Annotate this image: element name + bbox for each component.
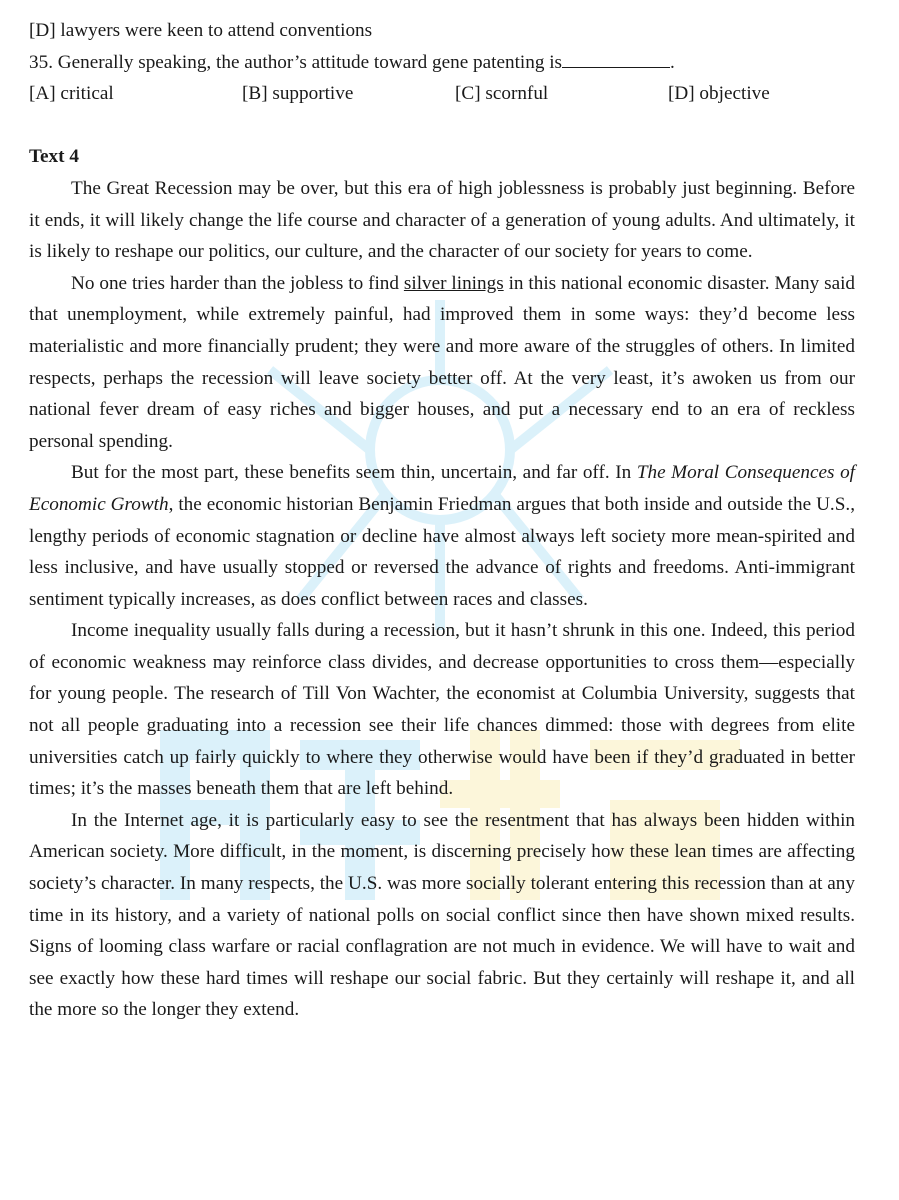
spacer [29, 110, 855, 142]
question-35-text: 35. Generally speaking, the author’s attitude toward gene patenting is [29, 51, 563, 73]
paragraph-1: The Great Recession may be over, but this era of high joblessness is probably just beginning. Before it ends, it will likely change the life course and character of a generation of young adults. And ultimately, it is likely to reshape our politics, our culture, and the character of our society for years to come. [29, 177, 855, 263]
question-35-options [29, 78, 855, 110]
paragraph-2-start: No one tries harder than the jobless to find [71, 272, 404, 294]
option-b: [B] supportive [242, 83, 354, 105]
book-title: The Moral Consequences of Economic Growth [29, 462, 855, 515]
paragraph-3 [29, 457, 855, 615]
paragraph-5: In the Internet age, it is particularly easy to see the resentment that has always been hidden within American society. More difficult, in the moment, is discerning precisely how these lean times are affecting society’s character. In many respects, the U.S. was more socially tolerant entering this recession than at any time in its history, and a variety of national polls on social conflict since then have shown mixed results. Signs of looming class warfare or racial conflagration are not much in evidence. We will have to wait and see exactly how these hard times will reshape our social fabric. But they certainly will reshape it, and all the more so the longer they extend. [29, 809, 855, 1021]
exam-page [29, 15, 855, 1026]
question-34-option-d: [D] lawyers were keen to attend conventions [29, 20, 373, 41]
option-c: [C] scornful [455, 83, 549, 105]
section-heading: Text 4 [29, 146, 79, 168]
question-35-stem [29, 47, 855, 79]
option-d: [D] objective [668, 83, 770, 105]
paragraph-3-rest: , the economic historian Benjamin Friedman argues that both inside and outside the U.S., lengthy periods of economic stagnation or decline have almost always left society more mean-spirited and less inclusive, and have usually stopped or reversed the advance of rights and freedoms. Anti-immigrant sentiment typically increases, as does conflict between races and classes. [29, 493, 855, 610]
underlined-phrase: silver linings [403, 272, 504, 294]
paragraph-2-rest: in this national economic disaster. Many said that unemployment, while extremely painful, had improved them in some ways: they’d become less materialistic and more financially prudent; they were and more aware of the struggles of others. In limited respects, perhaps the recession will leave society better off. At the very least, it’s awoken us from our national fever dream of easy riches and bigger houses, and put a necessary end to an era of reckless personal spending. [29, 272, 856, 452]
option-a: [A] critical [29, 83, 114, 105]
question-35-end-mark: . [670, 51, 675, 73]
paragraph-3-start: But for the most part, these benefits seem thin, uncertain, and far off. In [71, 462, 637, 484]
paragraph-4: Income inequality usually falls during a recession, but it hasn’t shrunk in this one. Indeed, this period of economic weakness may reinforce class divides, and decrease opportunities to cross them—especially for young people. The research of Till Von Wachter, the economist at Columbia University, suggests that not all people graduating into a recession see their life chances dimmed: those with degrees from elite universities catch up fairly quickly to where they otherwise would have been if they’d graduated in better times; it’s the masses beneath them that are left behind. [29, 620, 855, 800]
answer-blank [562, 47, 670, 68]
paragraph-2 [29, 268, 855, 458]
